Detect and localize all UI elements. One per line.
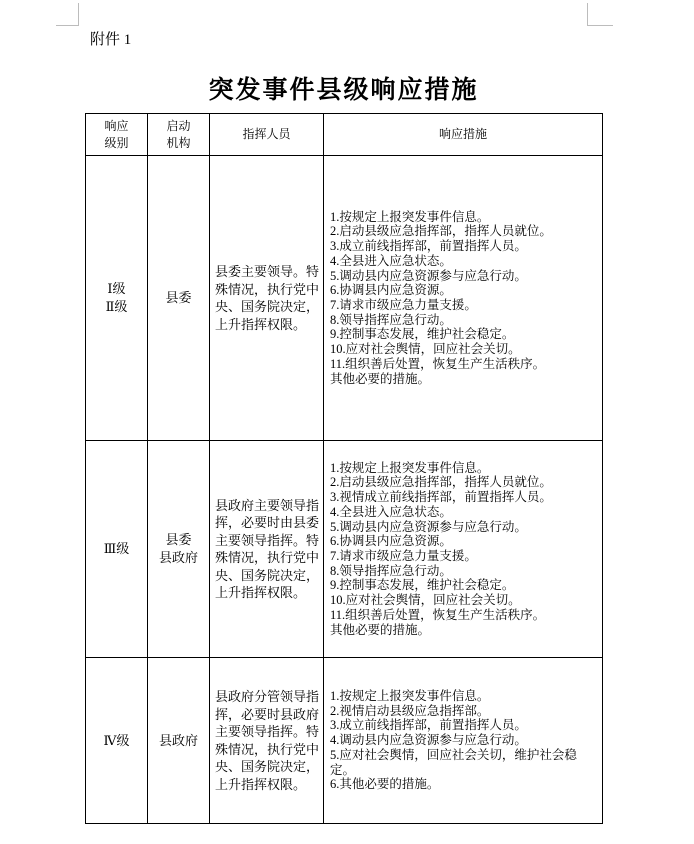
table-row-1-agency: 县委: [148, 156, 210, 441]
commander-text: 县政府主要领导指挥，必要时由县委主要领导指挥。特殊情况，执行党中央、国务院决定，上升指挥权限。: [215, 497, 320, 600]
attachment-label: 附件 1: [90, 32, 132, 48]
table-row-3-level: Ⅳ级: [86, 658, 148, 824]
page-margin-mark-left-icon: [56, 3, 79, 26]
table-row-2-commander: [210, 441, 324, 658]
header-commander: 指挥人员: [210, 114, 324, 156]
table-row-1-level: Ⅰ级 Ⅱ级: [86, 156, 148, 441]
table-row-3-measures: 1.按规定上报突发事件信息。 2.视情启动县级应急指挥部。 3.成立前线指挥部，前置指挥人员。 4.调动县内应急资源参与应急行动。 5.应对社会舆情，回应社会关切，维护社会稳定。 6.其他必要的措施。: [324, 658, 603, 824]
table-row-1-measures: 1.按规定上报突发事件信息。 2.启动县级应急指挥部，指挥人员就位。 3.成立前线指挥部，前置指挥人员。 4.全县进入应急状态。 5.调动县内应急资源参与应急行动。 6.协调县内应急资源。 7.请求市级应急力量支援。 8.领导指挥应急行动。 9.控制事态发展，维护社会稳定。 10.应对社会舆情，回应社会关切。 11.组织善后处置，恢复生产生活秩序。 其他必要的措施。: [324, 156, 603, 441]
header-level: 响应 级别: [86, 114, 148, 156]
table-row-2-measures: 1.按规定上报突发事件信息。 2.启动县级应急指挥部，指挥人员就位。 3.视情成立前线指挥部，前置指挥人员。 4.全县进入应急状态。 5.调动县内应急资源参与应急行动。 6.协调县内应急资源。 7.请求市级应急力量支援。 8.领导指挥应急行动。 9.控制事态发展，维护社会稳定。 10.应对社会舆情，回应社会关切。 11.组织善后处置，恢复生产生活秩序。 其他必要的措施。: [324, 441, 603, 658]
table-row-1-commander: [210, 156, 324, 441]
response-measures-table: [85, 113, 603, 824]
table-row-3-agency: 县政府: [148, 658, 210, 824]
table-row-2-agency: 县委 县政府: [148, 441, 210, 658]
page-margin-mark-right-icon: [587, 3, 613, 26]
commander-text: 县政府分管领导指挥，必要时县政府主要领导指挥。特殊情况，执行党中央、国务院决定，上升指挥权限。: [215, 689, 320, 792]
header-agency: 启动 机构: [148, 114, 210, 156]
page-title: 突发事件县级响应措施: [208, 77, 479, 104]
table-row-2-level: Ⅲ级: [86, 441, 148, 658]
header-measures: 响应措施: [324, 114, 603, 156]
commander-text: 县委主要领导。特殊情况，执行党中央、国务院决定，上升指挥权限。: [215, 264, 320, 332]
table-row-3-commander: [210, 658, 324, 824]
